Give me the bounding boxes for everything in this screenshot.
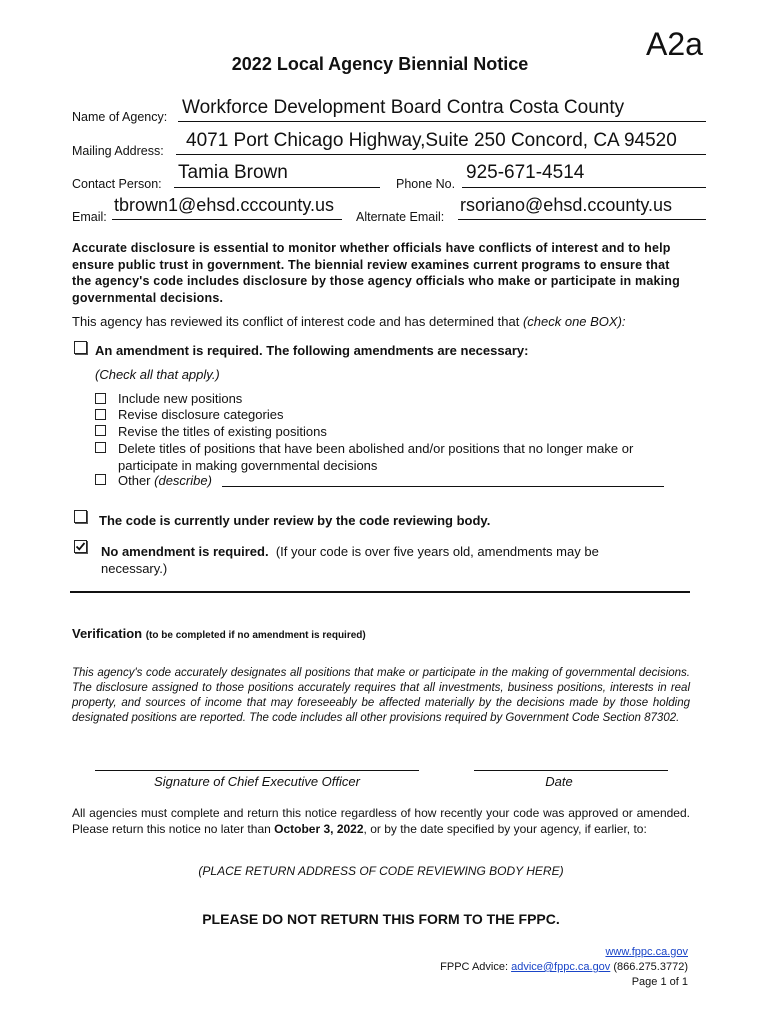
intro-paragraph: Accurate disclosure is essential to monitor whether officials have conflicts of interest and to help ensure public trust in government. The biennial review examines current programs to ensure that the agency's code includes disclosure by those agency officials who make or participate in making governmental decisions. — [72, 241, 680, 305]
revise-categories-checkbox[interactable] — [95, 409, 106, 420]
return-text-b: , or by the date specified by your agency, if earlier, to: — [363, 821, 647, 836]
amendment-label: An amendment is required. The following amendments are necessary: — [95, 343, 529, 358]
agency-field[interactable]: Workforce Development Board Contra Costa County — [182, 97, 625, 118]
date-label: Date — [545, 774, 573, 789]
alt-email-line — [458, 219, 706, 220]
mailing-line — [176, 154, 706, 155]
agency-label: Name of Agency: — [72, 110, 168, 124]
agency-line — [178, 121, 706, 122]
verification-paragraph: This agency's code accurately designates all positions that make or participate in the making of governmental decisions. The disclosure assigned to those positions accurately requires that all investments, business positions, interests in real property, and sources of income that may foreseeably be affected materially by the decisions made by those holding designated positions are reported. The code includes all other provisions required by Government Code Section 87302. — [72, 667, 690, 724]
alt-email-label: Alternate Email: — [356, 210, 445, 224]
under-review-checkbox[interactable] — [74, 510, 87, 523]
mailing-field[interactable]: 4071 Port Chicago Highway,Suite 250 Concord, CA 94520 — [186, 130, 677, 151]
delete-titles-label: Delete titles of positions that have been abolished and/or positions that no longer make or participate in making governmental decisions — [118, 441, 634, 473]
no-amendment-note: (If your code is over five years old, amendments may be necessary.) — [101, 544, 599, 576]
under-review-label: The code is currently under review by the code reviewing body. — [99, 513, 491, 528]
include-new-positions-checkbox[interactable] — [95, 393, 106, 404]
contact-line — [174, 187, 380, 188]
no-amendment-checkbox[interactable] — [74, 540, 87, 553]
date-field[interactable] — [474, 770, 668, 771]
review-statement-text: This agency has reviewed its conflict of interest code and has determined that — [72, 314, 520, 329]
advice-phone: (866.275.3772) — [613, 961, 688, 973]
page-number: Page 1 of 1 — [631, 976, 688, 988]
return-instructions — [72, 806, 690, 837]
phone-line — [462, 187, 706, 188]
return-text-a: All agencies must complete and return this notice regardless of how recently your code was approved or amended. Please return this notice no later than — [72, 806, 690, 836]
review-hint: (check one BOX): — [522, 314, 626, 329]
return-address-placeholder: (PLACE RETURN ADDRESS OF CODE REVIEWING BODY HERE) — [198, 864, 564, 878]
phone-label: Phone No. — [396, 177, 456, 191]
return-deadline: October 3, 2022 — [274, 821, 364, 836]
revise-categories-label: Revise disclosure categories — [118, 407, 284, 422]
advice-email-link[interactable]: advice@fppc.ca.gov — [511, 961, 611, 973]
page-title: 2022 Local Agency Biennial Notice — [231, 54, 529, 74]
delete-titles-checkbox[interactable] — [95, 442, 106, 453]
section-divider — [70, 591, 690, 593]
form-tag: A2a — [646, 26, 703, 62]
include-new-positions-label: Include new positions — [118, 391, 243, 406]
fppc-website-link[interactable]: www.fppc.ca.gov — [605, 946, 688, 958]
other-checkbox[interactable] — [95, 474, 106, 485]
mailing-label: Mailing Address: — [72, 144, 164, 158]
checkmark-icon — [75, 541, 86, 552]
contact-field[interactable]: Tamia Brown — [178, 162, 288, 183]
contact-label: Contact Person: — [72, 177, 162, 191]
signature-label: Signature of Chief Executive Officer — [154, 774, 360, 789]
do-not-return-notice: PLEASE DO NOT RETURN THIS FORM TO THE FPPC. — [202, 911, 560, 927]
other-describe-field[interactable] — [222, 486, 664, 487]
advice-label: FPPC Advice: — [440, 961, 509, 973]
check-all-hint: (Check all that apply.) — [95, 367, 220, 382]
amendment-checkbox[interactable] — [74, 341, 87, 354]
revise-titles-label: Revise the titles of existing positions — [118, 424, 327, 439]
no-amendment-text — [101, 543, 661, 577]
revise-titles-checkbox[interactable] — [95, 425, 106, 436]
other-label — [118, 473, 212, 488]
verification-heading-row — [72, 626, 366, 641]
no-amendment-label: No amendment is required. — [101, 544, 269, 559]
verification-heading: Verification — [72, 626, 143, 641]
phone-field[interactable]: 925-671-4514 — [466, 162, 585, 183]
verification-note: (to be completed if no amendment is required) — [145, 630, 366, 641]
signature-field[interactable] — [95, 770, 419, 771]
alt-email-field[interactable]: rsoriano@ehsd.ccounty.us — [460, 195, 673, 215]
email-line — [112, 219, 342, 220]
other-hint: (describe) — [154, 473, 212, 488]
email-field[interactable]: tbrown1@ehsd.cccounty.us — [114, 195, 335, 215]
review-statement — [72, 314, 626, 329]
other-label-text: Other — [118, 473, 151, 488]
email-label: Email: — [72, 210, 107, 224]
footer — [440, 945, 688, 990]
